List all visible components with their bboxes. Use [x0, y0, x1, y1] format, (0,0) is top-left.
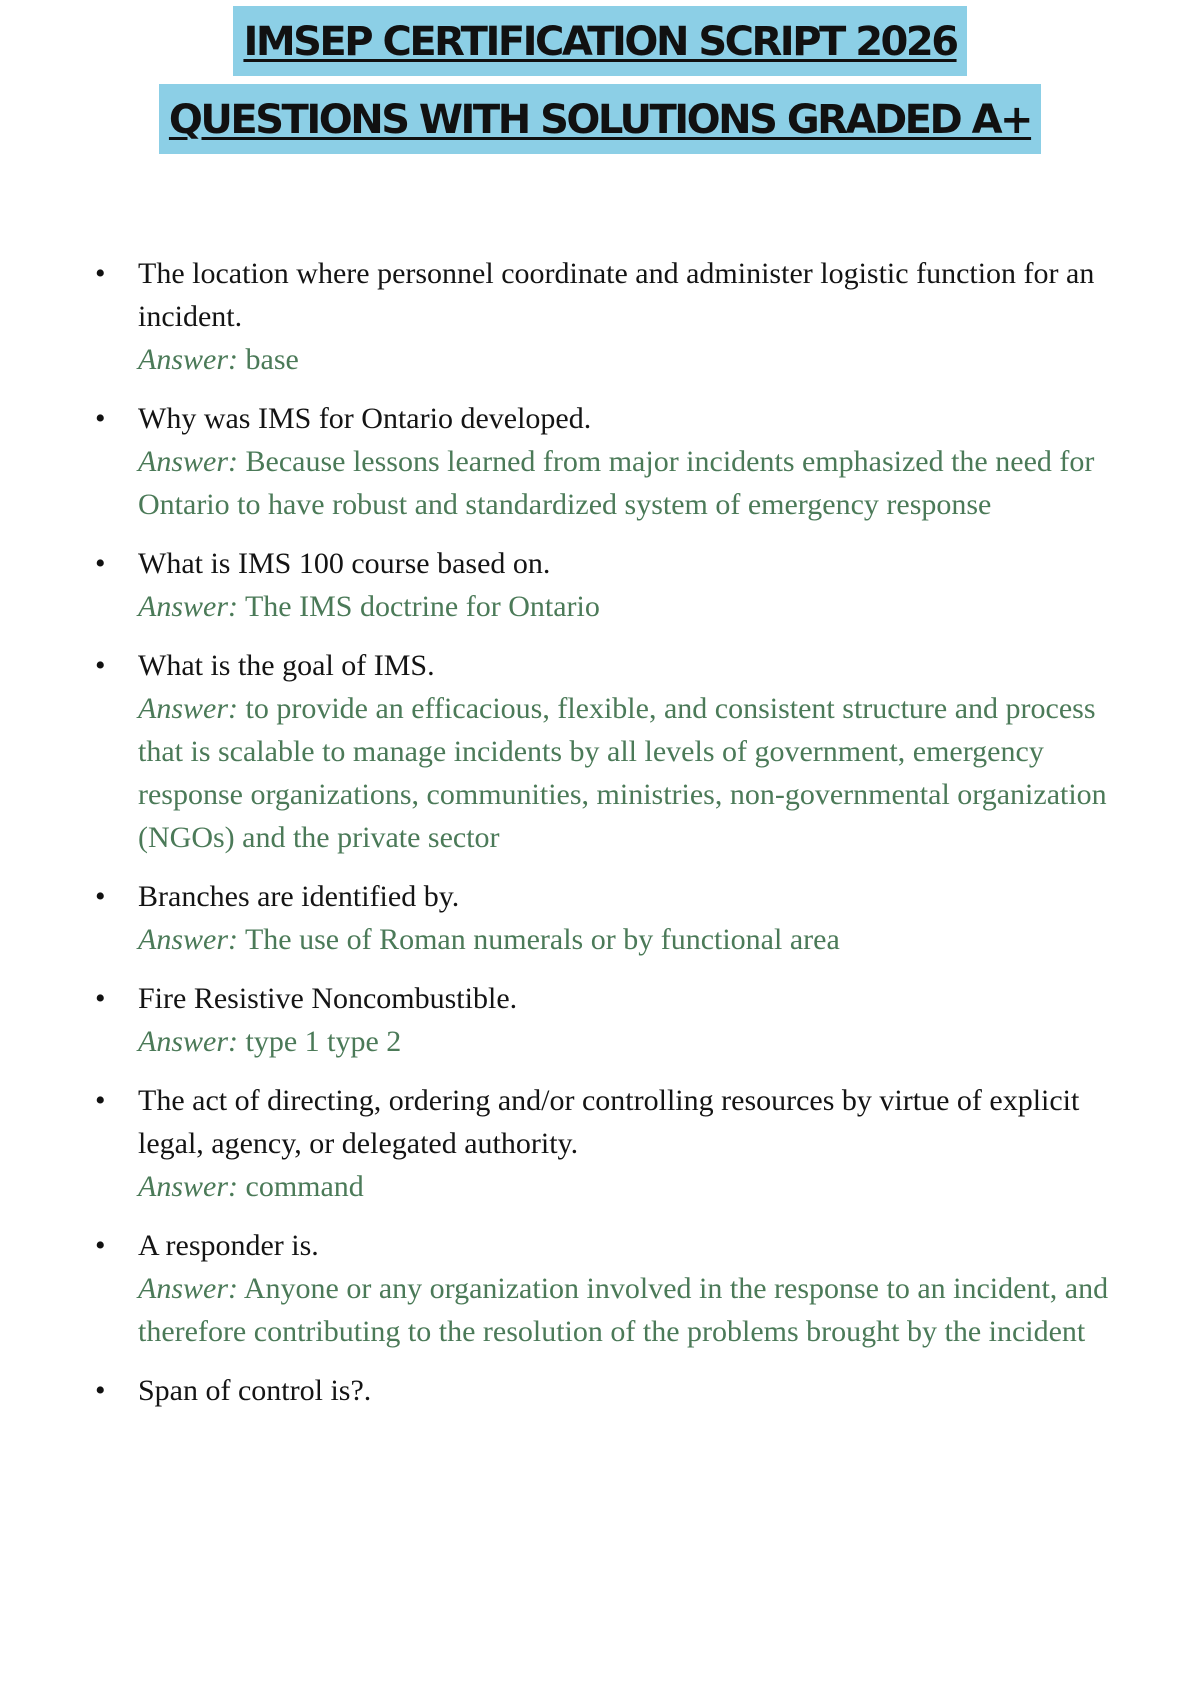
answer-label: Answer:: [138, 343, 238, 376]
bullet-icon: •: [95, 880, 106, 913]
answer-line: [138, 687, 1125, 859]
bullet-icon: •: [95, 1229, 106, 1262]
answer-label: Answer:: [138, 692, 238, 725]
answer-label: Answer:: [138, 1272, 238, 1305]
list-item: [95, 1079, 1125, 1208]
answer-text: Because lessons learned from major incidents emphasized the need for Ontario to have robust and standardized system of emergency response: [138, 445, 1095, 521]
answer-line: [138, 1165, 1125, 1208]
bullet-icon: •: [95, 982, 106, 1015]
answer-line: [138, 338, 1125, 381]
answer-label: Answer:: [138, 445, 238, 478]
bullet-icon: •: [95, 1374, 106, 1407]
bullet-icon: •: [95, 402, 106, 435]
answer-line: [138, 1267, 1125, 1353]
list-item: [95, 644, 1125, 859]
bullet-icon: •: [95, 1084, 106, 1117]
answer-text: The use of Roman numerals or by functional area: [244, 923, 840, 956]
list-item: [95, 1369, 1125, 1412]
list-item: [95, 397, 1125, 526]
list-item: [95, 542, 1125, 628]
answer-text: base: [245, 343, 299, 376]
bullet-icon: •: [95, 257, 106, 290]
answer-text: The IMS doctrine for Ontario: [244, 590, 600, 623]
answer-label: Answer:: [138, 590, 238, 623]
title-block: [0, 6, 1200, 154]
question-text: Branches are identified by.: [138, 880, 460, 913]
answer-label: Answer:: [138, 1025, 238, 1058]
question-text: Span of control is?.: [138, 1374, 372, 1407]
list-item: [95, 875, 1125, 961]
list-item: [95, 977, 1125, 1063]
bullet-icon: •: [95, 547, 106, 580]
question-text: Fire Resistive Noncombustible.: [138, 982, 518, 1015]
question-text: Why was IMS for Ontario developed.: [138, 402, 592, 435]
answer-line: [138, 440, 1125, 526]
answer-text: type 1 type 2: [245, 1025, 402, 1058]
answer-line: [138, 585, 1125, 628]
question-list: [95, 252, 1125, 1428]
list-item: [95, 252, 1125, 381]
question-text: The act of directing, ordering and/or controlling resources by virtue of explicit legal, agency, or delegated authority.: [138, 1084, 1080, 1160]
answer-line: [138, 1020, 1125, 1063]
question-text: A responder is.: [138, 1229, 319, 1262]
question-text: What is IMS 100 course based on.: [138, 547, 551, 580]
answer-label: Answer:: [138, 923, 238, 956]
answer-text: Anyone or any organization involved in the response to an incident, and therefore contributing to the resolution of the problems brought by the incident: [138, 1272, 1109, 1348]
question-text: What is the goal of IMS.: [138, 649, 435, 682]
answer-line: [138, 918, 1125, 961]
question-text: The location where personnel coordinate and administer logistic function for an incident.: [138, 257, 1095, 333]
answer-text: command: [245, 1170, 364, 1203]
title-line-1: IMSEP CERTIFICATION SCRIPT 2026: [233, 6, 966, 76]
list-item: [95, 1224, 1125, 1353]
bullet-icon: •: [95, 649, 106, 682]
answer-text: to provide an efficacious, flexible, and consistent structure and process that is scalable to manage incidents by all levels of government, emergency response organizations, communities, ministries, non-governmental organization (NGOs) and the private sector: [138, 692, 1107, 854]
answer-label: Answer:: [138, 1170, 238, 1203]
title-line-2: QUESTIONS WITH SOLUTIONS GRADED A+: [159, 84, 1041, 154]
